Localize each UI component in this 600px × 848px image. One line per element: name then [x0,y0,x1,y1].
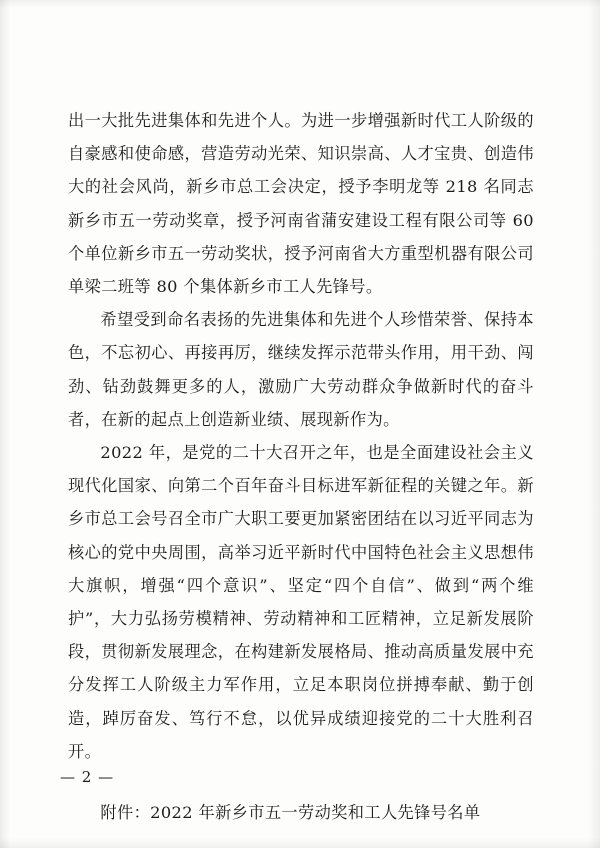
page-body [68,104,534,845]
page-edge-shadow-top [0,0,600,8]
attachment-line: 附件：2022 年新乡市五一劳动奖和工人先锋号名单 [100,803,481,823]
paragraph-2: 希望受到命名表扬的先进集体和先进个人珍惜荣誉、保持本色，不忘初心、再接再厉，继续发挥示范带头作用，用干劲、闯劲、钻劲鼓舞更多的人，激励广大劳动群众争做新时代的奋斗者，在新的起点上创造新业绩、展现新作为。 [68,310,534,429]
page-edge-shadow-right [588,0,600,848]
page-edge-shadow-left [0,0,10,848]
paragraph-1: 出一大批先进集体和先进个人。为进一步增强新时代工人阶级的自豪感和使命感，营造劳动光荣、知识崇高、人才宝贵、创造伟大的社会风尚，新乡市总工会决定，授予李明龙等 218 名同志新乡市五一劳动奖章，授予河南省蒲安建设工程有限公司等 60 个单位新乡市五一劳动奖状，授予河南省大方重型机器有限公司单梁二班等 80 个集体新乡市工人先锋号。 [68,111,534,297]
paragraph-3: 2022 年，是党的二十大召开之年，也是全面建设社会主义现代化国家、向第二个百年奋斗目标进军新征程的关键之年。新乡市总工会号召全市广大职工要更加紧密团结在以习近平同志为核心的党中央周围，高举习近平新时代中国特色社会主义思想伟大旗帜，增强“四个意识”、坚定“四个自信”、做到“两个维护”，大力弘扬劳模精神、劳动精神和工匠精神，立足新发展阶段，贯彻新发展理念，在构建新发展格局、推动高质量发展中充分发挥工人阶级主力军作用，立足本职岗位拼搏奉献、勤于创造，踔厉奋发、笃行不怠，以优异成绩迎接党的二十大胜利召开。 [68,443,534,761]
page-number: — 2 — [60,768,115,786]
